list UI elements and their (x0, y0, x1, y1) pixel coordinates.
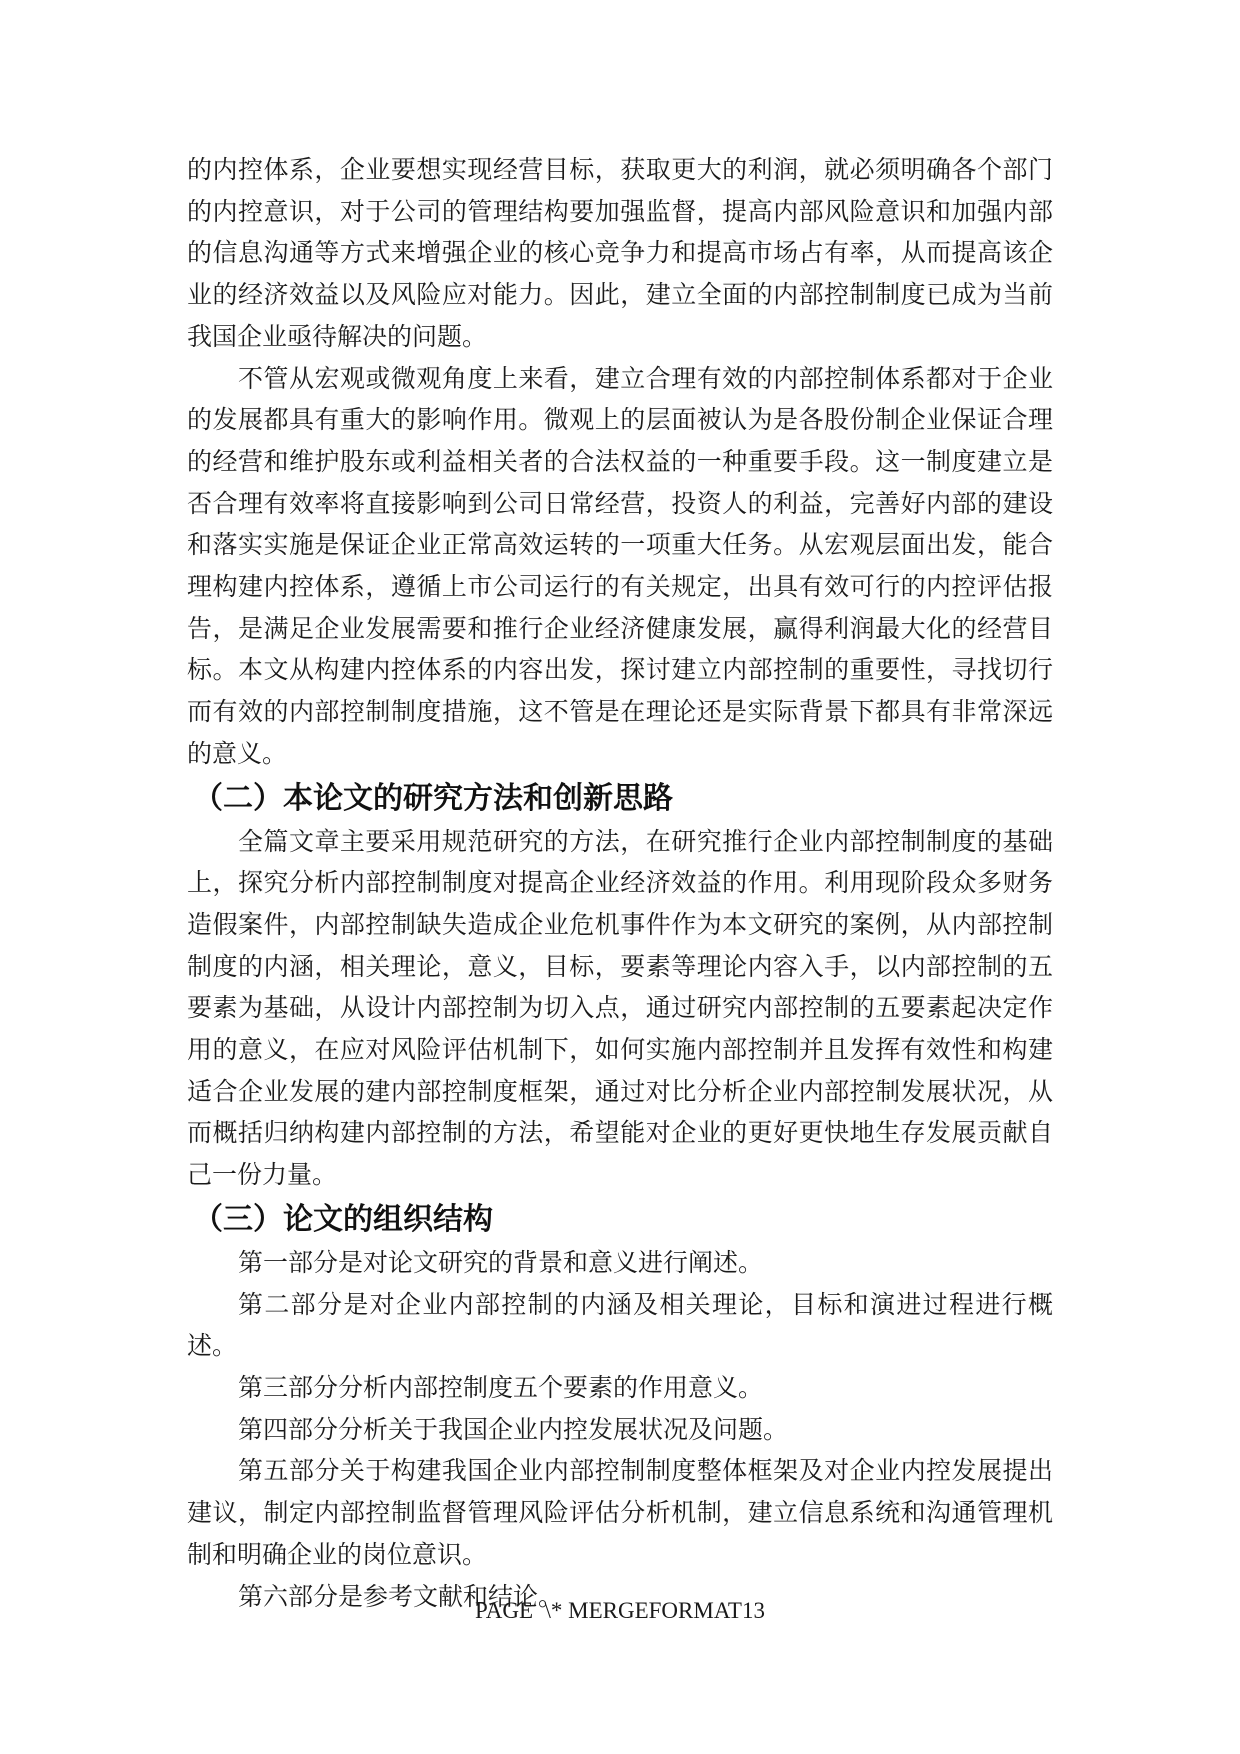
paragraph (187, 1243, 1053, 1285)
paragraph (187, 1368, 1053, 1410)
text-line: 的经营和维护股东或利益相关者的合法权益的一种重要手段。这一制度建立是 (187, 448, 1053, 476)
text-line: 的内控意识，对于公司的管理结构要加强监督，提高内部风险意识和加强内部 (187, 198, 1053, 226)
section-heading: （二）本论文的研究方法和创新思路 (193, 781, 673, 815)
text-line: 第一部分是对论文研究的背景和意义进行阐述。 (238, 1249, 764, 1277)
text-line: 业的经济效益以及风险应对能力。因此，建立全面的内部控制制度已成为当前 (187, 282, 1053, 310)
text-line: 否合理有效率将直接影响到公司日常经营，投资人的利益，完善好内部的建设 (187, 490, 1053, 518)
document-body (187, 150, 1053, 1618)
text-line: 第二部分是对企业内部控制的内涵及相关理论，目标和演进过程进行概述。 (187, 1291, 1053, 1361)
text-line: 不管从宏观或微观角度上来看，建立合理有效的内部控制体系都对于企业 (238, 365, 1053, 393)
page-footer-field: PAGE \* MERGEFORMAT13 (475, 1598, 765, 1623)
paragraph (187, 359, 1053, 776)
text-line: 告，是满足企业发展需要和推行企业经济健康发展，赢得利润最大化的经营目 (187, 615, 1053, 643)
text-line: 制和明确企业的岗位意识。 (187, 1541, 488, 1569)
text-line: 制度的内涵，相关理论，意义，目标，要素等理论内容入手，以内部控制的五 (187, 953, 1053, 981)
text-line: 而概括归纳构建内部控制的方法，希望能对企业的更好更快地生存发展贡献自 (187, 1120, 1053, 1148)
text-line: 全篇文章主要采用规范研究的方法，在研究推行企业内部控制制度的基础 (238, 828, 1053, 856)
text-line: 上，探究分析内部控制制度对提高企业经济效益的作用。利用现阶段众多财务 (187, 870, 1053, 898)
text-line: 和落实实施是保证企业正常高效运转的一项重大任务。从宏观层面出发，能合 (187, 532, 1053, 560)
text-line: 第五部分关于构建我国企业内部控制制度整体框架及对企业内控发展提出 (238, 1458, 1053, 1486)
text-line: 第四部分分析关于我国企业内控发展状况及问题。 (238, 1416, 789, 1444)
text-line: 建议，制定内部控制监督管理风险评估分析机制，建立信息系统和沟通管理机 (187, 1500, 1053, 1528)
text-line: 理构建内控体系，遵循上市公司运行的有关规定，出具有效可行的内控评估报 (187, 574, 1053, 602)
paragraph (187, 150, 1053, 359)
text-line: 标。本文从构建内控体系的内容出发，探讨建立内部控制的重要性，寻找切行 (187, 657, 1053, 685)
text-line: 我国企业亟待解决的问题。 (187, 323, 488, 351)
text-line: 要素为基础，从设计内部控制为切入点，通过研究内部控制的五要素起决定作 (187, 995, 1053, 1023)
text-line: 的发展都具有重大的影响作用。微观上的层面被认为是各股份制企业保证合理 (187, 407, 1053, 435)
text-line: 的信息沟通等方式来增强企业的核心竞争力和提高市场占有率，从而提高该企 (187, 240, 1053, 268)
paragraph (187, 1451, 1053, 1576)
paragraph (187, 1410, 1053, 1452)
text-line: 的内控体系，企业要想实现经营目标，获取更大的利润，就必须明确各个部门 (187, 157, 1053, 184)
text-line: 适合企业发展的建内部控制度框架，通过对比分析企业内部控制发展状况，从 (187, 1078, 1053, 1106)
text-line: 用的意义，在应对风险评估机制下，如何实施内部控制并且发挥有效性和构建 (187, 1037, 1053, 1065)
text-line: 的意义。 (187, 740, 288, 768)
paragraph (187, 1285, 1053, 1368)
text-line: 而有效的内部控制制度措施，这不管是在理论还是实际背景下都具有非常深远 (187, 699, 1053, 727)
section-heading: （三）论文的组织结构 (193, 1202, 493, 1236)
text-line: 第三部分分析内部控制度五个要素的作用意义。 (238, 1374, 764, 1402)
text-line: 第六部分是参考文献和结论。 (238, 1583, 564, 1611)
paragraph (187, 822, 1053, 1197)
text-line: 己一份力量。 (187, 1162, 338, 1190)
text-line: 造假案件，内部控制缺失造成企业危机事件作为本文研究的案例，从内部控制 (187, 911, 1053, 939)
